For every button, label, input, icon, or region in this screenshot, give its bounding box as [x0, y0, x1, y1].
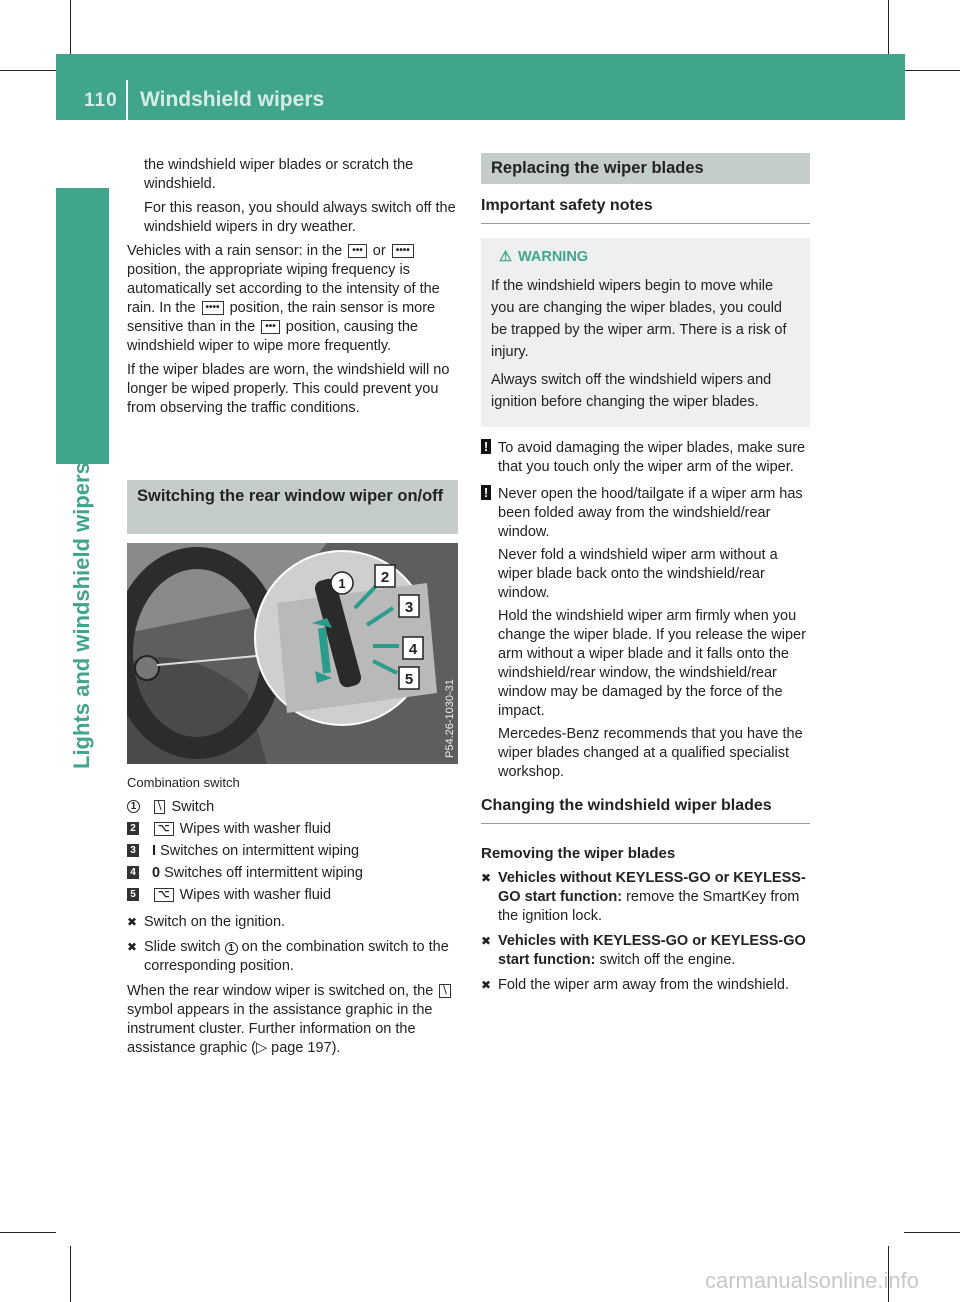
watermark: carmanualsonline.info	[705, 1268, 920, 1293]
text: position, the appropriate wiping frequency is automatically set according to the intensity of the rain. In the	[127, 262, 440, 316]
caution-note	[481, 485, 810, 782]
legend-text: Switch	[171, 799, 215, 815]
legend-item	[127, 798, 459, 817]
instruction-step	[127, 938, 459, 976]
legend-symbol: I	[152, 843, 157, 859]
callout-4: 4	[408, 641, 418, 658]
washer-icon: ⌥	[154, 822, 174, 836]
text: or	[372, 243, 386, 259]
sidebar-label-wrap	[56, 462, 109, 769]
crop-mark	[0, 1232, 56, 1233]
right-column	[481, 153, 810, 1001]
wiper-continuous-icon: ••••	[202, 301, 224, 315]
caution-note	[481, 439, 810, 477]
callout-5: 5	[404, 671, 414, 688]
washer-icon: ⌥	[154, 888, 174, 902]
warning-icon: ⚠	[499, 249, 512, 265]
crop-mark	[904, 70, 960, 71]
paragraph: For this reason, you should always switch off the windshield wipers in dry weather.	[144, 200, 456, 235]
step-text: Switch on the ignition.	[144, 914, 286, 930]
note-text: Never open the hood/tailgate if a wiper arm has been folded away from the windshield/rear window.	[498, 486, 803, 540]
page-reference[interactable]: (▷ page 197).	[251, 1040, 341, 1056]
text: position, causing the windshield wiper to wipe more frequently.	[127, 319, 418, 354]
note-text: Mercedes-Benz recommends that you have the wiper blades changed at a qualified specialist workshop.	[498, 726, 803, 780]
crop-mark	[888, 0, 889, 56]
note-text: To avoid damaging the wiper blades, make sure that you touch only the wiper arm of the wiper.	[498, 440, 806, 475]
step-text: Fold the wiper arm away from the windshield.	[498, 977, 789, 993]
rear-wiper-icon: ⧹	[439, 984, 450, 998]
warning-text: Always switch off the windshield wipers and ignition before changing the wiper blades.	[491, 372, 772, 410]
step-text: on the combination switch to the corresponding position.	[144, 939, 449, 974]
legend-text: Wipes with washer fluid	[179, 821, 332, 837]
arrow-icon: ✖	[481, 871, 492, 885]
legend-item	[127, 842, 459, 861]
instruction-step	[127, 913, 459, 932]
left-column-lower	[127, 773, 459, 1063]
header-divider	[126, 80, 128, 120]
paragraph: the windshield wiper blades or scratch the windshield.	[144, 157, 414, 192]
subheading: Important safety notes	[481, 196, 810, 224]
wiper-interval-icon: •••	[348, 244, 367, 258]
page-number: 110	[84, 90, 118, 111]
instruction-step	[481, 932, 810, 970]
warning-label: WARNING	[518, 249, 589, 265]
legend-number: 1	[127, 800, 140, 813]
section-heading: Replacing the wiper blades	[481, 153, 810, 184]
callout-ref: 1	[225, 942, 238, 955]
paragraph: If the wiper blades are worn, the windshield will no longer be wiped properly. This could prevent you from observing the traffic conditions.	[127, 362, 450, 416]
legend-item	[127, 820, 459, 839]
legend-item	[127, 864, 459, 883]
text: position, the rain sensor is more sensitive than in the	[127, 300, 436, 335]
wiper-continuous-icon: ••••	[392, 244, 414, 258]
callout-3: 3	[404, 599, 414, 616]
subheading: Changing the windshield wiper blades	[481, 796, 810, 824]
minor-heading: Removing the wiper blades	[481, 845, 676, 862]
legend-symbol: 0	[152, 865, 161, 881]
legend-number: 2	[127, 822, 139, 835]
paragraph	[127, 982, 459, 1058]
warning-title	[491, 248, 800, 267]
legend-item	[127, 886, 459, 905]
callout-1: 1	[338, 576, 346, 591]
step-condition: Vehicles without KEYLESS-GO or KEYLESS-GO start function:	[498, 870, 806, 905]
left-column	[127, 156, 459, 423]
legend-text: Switches on intermittent wiping	[160, 843, 360, 859]
legend-number: 3	[127, 844, 139, 857]
warning-text: If the windshield wipers begin to move while you are changing the wiper blades, you could be trapped by the wiper arm. There is a risk of injury.	[491, 278, 787, 360]
sidebar-tab	[56, 188, 109, 464]
text: Vehicles with a rain sensor: in the	[127, 243, 343, 259]
legend-text: Switches off intermittent wiping	[164, 865, 363, 881]
sidebar-label: Lights and windshield wipers	[69, 462, 94, 769]
legend-text: Wipes with washer fluid	[179, 887, 332, 903]
text: symbol appears in the assistance graphic in the instrument cluster. Further information on the assistance graphic	[127, 1002, 433, 1056]
wiper-interval-icon: •••	[261, 320, 280, 334]
instruction-step	[481, 869, 810, 926]
arrow-icon: ✖	[127, 915, 138, 929]
page-title: Windshield wipers	[140, 88, 325, 111]
legend-number: 5	[127, 888, 139, 901]
arrow-icon: ✖	[481, 978, 492, 992]
crop-mark	[0, 70, 56, 71]
rear-wiper-icon: ⧹	[154, 800, 165, 814]
paragraph	[127, 242, 459, 356]
exclamation-icon: !	[481, 485, 491, 500]
step-text: remove the SmartKey from the ignition lock.	[498, 889, 800, 924]
step-condition: Vehicles with KEYLESS-GO or KEYLESS-GO start function:	[498, 933, 806, 968]
figure-caption: Combination switch	[127, 775, 240, 790]
section-heading: Switching the rear window wiper on/off	[127, 480, 458, 534]
instruction-step	[481, 976, 810, 995]
crop-mark	[904, 1232, 960, 1233]
figure-code: P54.26-1030-31	[444, 679, 456, 758]
callout-2: 2	[380, 569, 390, 586]
step-text: Slide switch	[144, 939, 221, 955]
figure-illustration	[127, 543, 458, 764]
arrow-icon: ✖	[481, 934, 492, 948]
warning-box	[481, 238, 810, 427]
crop-mark	[70, 1246, 71, 1302]
exclamation-icon: !	[481, 439, 491, 454]
crop-mark	[70, 0, 71, 56]
step-text: switch off the engine.	[599, 952, 736, 968]
arrow-icon: ✖	[127, 940, 138, 954]
note-text: Never fold a windshield wiper arm without a wiper blade back onto the windshield/rear window.	[498, 547, 778, 601]
note-text: Hold the windshield wiper arm firmly when you change the wiper blade. If you release the wiper arm without a wiper blade and it falls onto the windshield/rear window, the windshield/rear window may be damaged by the force of the impact.	[498, 608, 806, 719]
text: When the rear window wiper is switched on, the	[127, 983, 434, 999]
legend-number: 4	[127, 866, 139, 879]
combination-switch-figure	[127, 543, 458, 764]
